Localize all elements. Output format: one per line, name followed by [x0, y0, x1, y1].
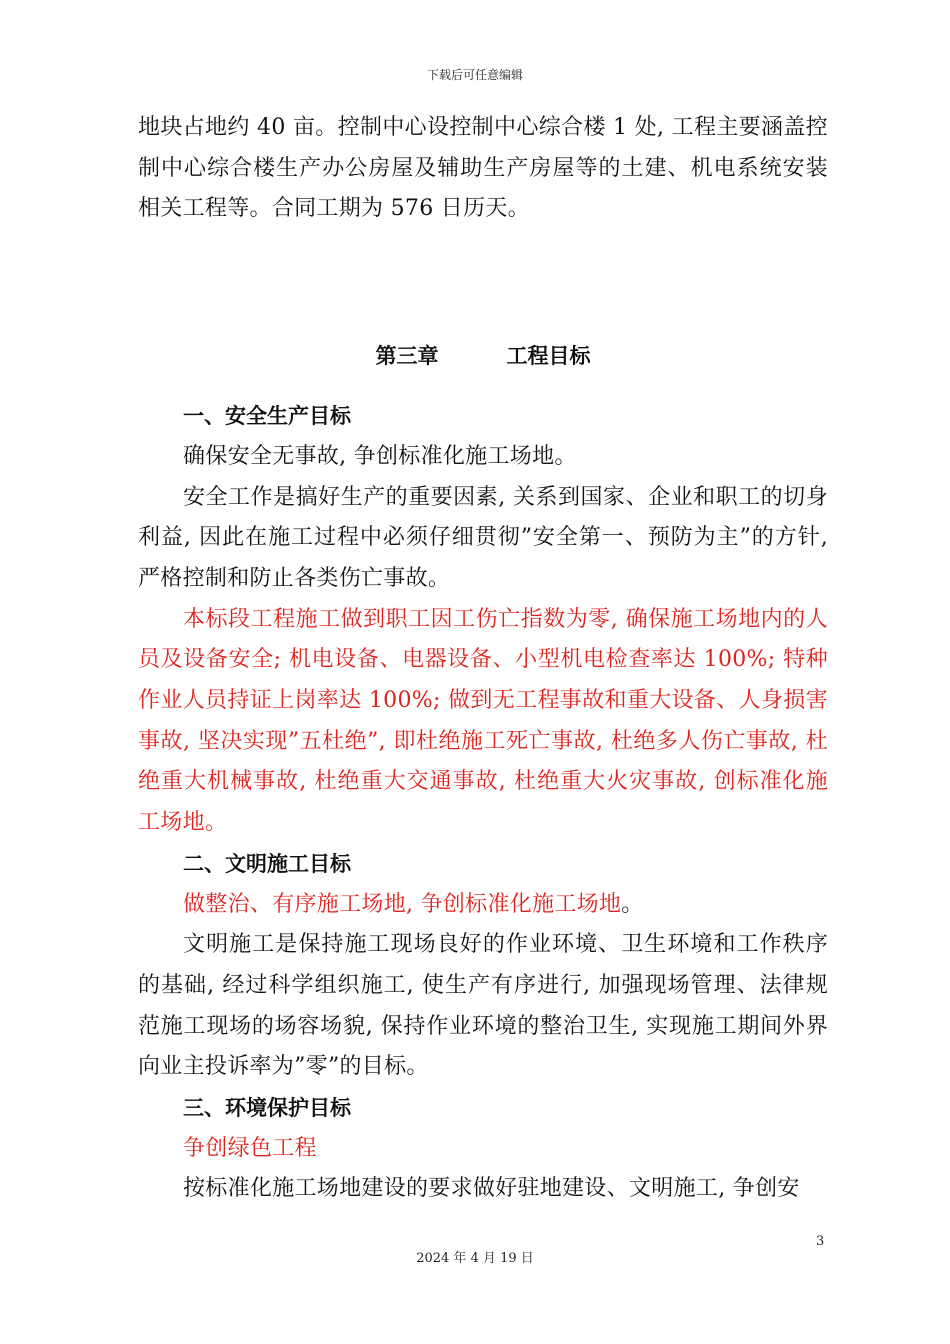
chapter-number: 第三章 [375, 344, 439, 369]
chapter-title [138, 336, 828, 376]
section-heading-civilized: 二、文明施工目标 [183, 851, 351, 876]
environment-paragraph-1: 争创绿色工程 [183, 1135, 317, 1161]
page-number: 3 [816, 1234, 825, 1249]
page-footer-date: 2024 年 4 月 19 日 [416, 1251, 534, 1266]
civilized-goal-red: 做整治、有序施工场地, 争创标准化施工场地 [183, 891, 622, 917]
safety-paragraph-2: 安全工作是搞好生产的重要因素, 关系到国家、企业和职工的切身利益, 因此在施工过程中必须仔细贯彻”安全第一、预防为主”的方针, 严格控制和防止各类伤亡事故。 [138, 484, 828, 591]
civilized-goal-end: 。 [621, 891, 644, 917]
page-header: 下载后可任意编辑 [426, 68, 523, 82]
chapter-name: 工程目标 [506, 344, 591, 369]
section-heading-safety: 一、安全生产目标 [183, 404, 351, 429]
section-heading-environment: 三、环境保护目标 [183, 1096, 351, 1121]
page-content [138, 108, 828, 1210]
environment-paragraph-2: 按标准化施工场地建设的要求做好驻地建设、文明施工, 争创安 [183, 1176, 800, 1202]
civilized-paragraph-1 [138, 885, 828, 926]
safety-paragraph-3: 本标段工程施工做到职工因工伤亡指数为零, 确保施工场地内的人员及设备安全; 机电设备、电器设备、小型机电检查率达 100%; 特种作业人员持证上岗率达 100%; 做到无工程事故和重大设备、人身损害事故, 坚决实现”五杜绝”, 即杜绝施工死亡事故, 杜绝多人伤亡事故, 杜绝重大机械事故, 杜绝重大交通事故, 杜绝重大火灾事故, 创标准化施工场地。 [138, 606, 828, 836]
safety-paragraph-1: 确保安全无事故, 争创标准化施工场地。 [183, 443, 577, 469]
civilized-paragraph-2: 文明施工是保持施工现场良好的作业环境、卫生环境和工作秩序的基础, 经过科学组织施工, 使生产有序进行, 加强现场管理、法律规范施工现场的场容场貌, 保持作业环境的整治卫生, 实现施工期间外界向业主投诉率为”零”的目标。 [138, 932, 828, 1080]
intro-paragraph: 地块占地约 40 亩。控制中心设控制中心综合楼 1 处, 工程主要涵盖控制中心综合楼生产办公房屋及辅助生产房屋等的土建、机电系统安装相关工程等。合同工期为 576 日历天。 [138, 115, 828, 222]
